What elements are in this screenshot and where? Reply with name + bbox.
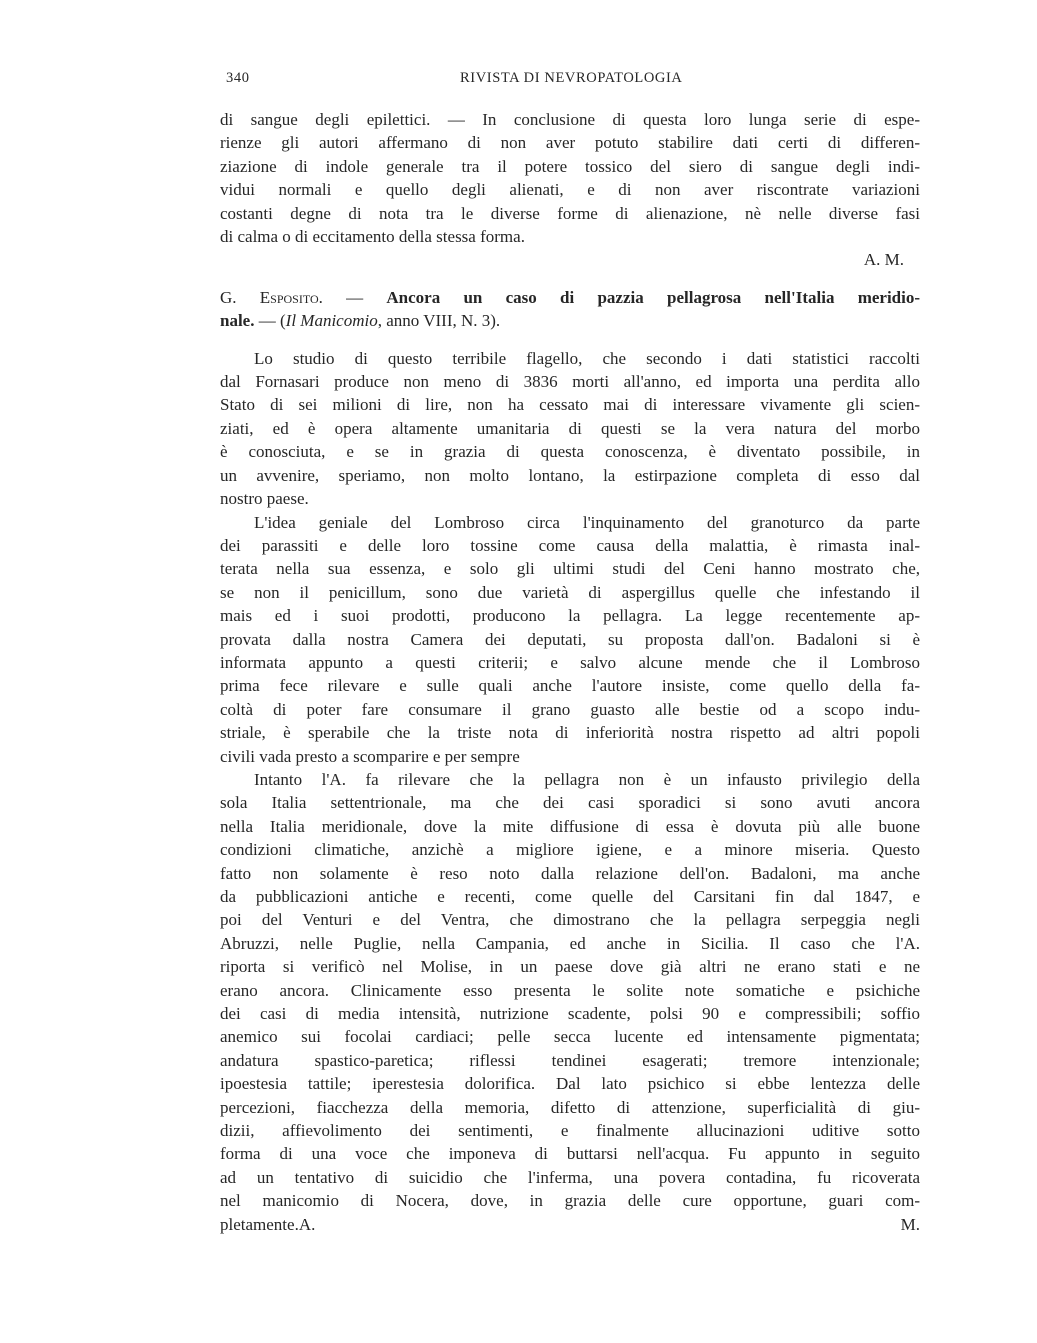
text-line: Intanto l'A. fa rilevare che la pellagra non è un infausto privilegio della bbox=[254, 769, 920, 789]
running-header bbox=[226, 70, 916, 94]
text-line: ziazione di indole generale tra il potere tossico del siero di sangue degli indi- bbox=[220, 156, 920, 176]
text-line: forma di una voce che imponeva di buttarsi nell'acqua. Fu appunto in seguito bbox=[220, 1144, 920, 1164]
text-line: ziati, ed è opera altamente umanitaria di questi se la vera natura del morbo bbox=[220, 418, 920, 438]
text-line: percezioni, fiacchezza della memoria, difetto di attenzione, superficialità di giu- bbox=[220, 1097, 920, 1117]
text-line: costanti degne di nota tra le diverse forme di alienazione, nè nelle diverse fasi bbox=[220, 203, 920, 223]
text-line: andatura spastico-paretica; riflessi tendinei esagerati; tremore intenzionale; bbox=[220, 1050, 920, 1070]
text-line: civili vada presto a scomparire e per sempre bbox=[220, 746, 520, 766]
source-details: , anno VIII, N. 3). bbox=[377, 311, 501, 331]
page-number: 340 bbox=[226, 70, 250, 86]
paragraph-1 bbox=[220, 347, 920, 511]
text-line: nostro paese. bbox=[220, 489, 309, 509]
text-line: di sangue degli epilettici. — In conclusione di questa loro lunga serie di espe- bbox=[220, 110, 920, 129]
text-line: se non il penicillum, sono due varietà di aspergillus quelle che infestando il bbox=[220, 582, 920, 602]
journal-title: RIVISTA DI NEVROPATOLOGIA bbox=[460, 70, 683, 86]
text-line: fatto non solamente è reso noto dalla relazione dell'on. Badaloni, ma anche bbox=[220, 863, 920, 883]
review-1-text bbox=[220, 108, 920, 248]
text-line: un avvenire, speriamo, non molto lontano, la estirpazione completa di esso dal bbox=[220, 465, 920, 485]
text-line: dei casi di media intensità, nutrizione scadente, polsi 90 e compressibili; soffio bbox=[220, 1004, 920, 1024]
text-line: prima fece rilevare e sulle quali anche l'autore insiste, come quello della fa- bbox=[220, 676, 920, 696]
text-line: L'idea geniale del Lombroso circa l'inquinamento del granoturco da parte bbox=[254, 512, 920, 532]
source-journal: Il Manicomio bbox=[285, 311, 378, 331]
paragraph-2 bbox=[220, 511, 920, 768]
text-line: terata nella sua essenza, e solo gli ultimi studi del Ceni hanno mostrato che, bbox=[220, 559, 920, 579]
text-line: ipoestesia tattile; iperestesia dolorifica. Dal lato psichico si ebbe lentezza delle bbox=[220, 1074, 920, 1094]
text-line: striale, è sperabile che la triste nota di inferiorità nostra rispetto ad altri popoli bbox=[220, 723, 920, 743]
text-line: di calma o di eccitamento della stessa forma. bbox=[220, 227, 525, 247]
text-line: da pubblicazioni antiche e recenti, come quelle del Carsitani fin dal 1847, e bbox=[220, 887, 920, 906]
article-title: Ancora un caso di pazzia pellagrosa nell'Italia meridio- bbox=[386, 287, 921, 307]
text-line: rienze gli autori affermano di non aver potuto stabilire dati certi di differen- bbox=[220, 133, 920, 153]
text-line: informata appunto a questi criterii; e salvo alcune mende che il Lombroso bbox=[220, 652, 920, 672]
heading-dash: — bbox=[322, 287, 387, 307]
review-2-heading bbox=[220, 286, 920, 333]
text-line: dizii, affievolimento dei sentimenti, e finalmente allucinazioni uditive sotto bbox=[220, 1121, 920, 1141]
text-line: erano ancora. Clinicamente esso presenta le solite note somatiche e psichiche bbox=[220, 980, 920, 1000]
text-line: provata dalla nostra Camera dei deputati, su proposta dall'on. Badaloni si è bbox=[220, 629, 920, 649]
review-2-signature: A. M. bbox=[298, 1214, 920, 1234]
final-line bbox=[220, 1213, 920, 1236]
text-line: ad un tentativo di suicidio che l'inferma, una povera contadina, fu ricoverata bbox=[220, 1167, 920, 1187]
review-1-signature: A. M. bbox=[863, 250, 904, 270]
source-prefix: — ( bbox=[254, 311, 286, 331]
text-line: condizioni climatiche, anzichè a migliore igiene, e a minore miseria. Questo bbox=[220, 840, 920, 860]
text-line: dei parassiti e delle loro tossine come causa della malattia, è rimasta inal- bbox=[220, 535, 920, 555]
paragraph-3 bbox=[220, 768, 920, 1236]
text-line: coltà di poter fare consumare il grano guasto alle bestie od a scopo indu- bbox=[220, 699, 920, 719]
text-line: nel manicomio di Nocera, dove, in grazia delle cure opportune, guari com- bbox=[220, 1191, 920, 1211]
text-line: anemico sui focolai cardiaci; pelle secca lucente ed intensamente pigmentata; bbox=[220, 1027, 920, 1047]
review-author: G. Esposito. bbox=[220, 287, 323, 307]
text-line: dal Fornasari produce non meno di 3836 morti all'anno, ed importa una perdita allo bbox=[220, 372, 920, 392]
last-words: pletamente. bbox=[220, 1214, 299, 1234]
text-line: vidui normali e quello degli alienati, e di non aver riscontrate variazioni bbox=[220, 180, 920, 200]
text-line: Lo studio di questo terribile flagello, che secondo i dati statistici raccolti bbox=[254, 348, 920, 368]
text-line: Stato di sei milioni di lire, non ha cessato mai di interessare vivamente gli scien- bbox=[220, 395, 920, 415]
text-line: Abruzzi, nelle Puglie, nella Campania, ed anche in Sicilia. Il caso che l'A. bbox=[220, 933, 920, 953]
heading-line bbox=[220, 309, 920, 332]
text-line: sola Italia settentrionale, ma che dei casi sporadici si sono avuti ancora bbox=[220, 793, 920, 813]
text-line: riporta si verificò nel Molise, in un paese dove già altri ne erano stati e ne bbox=[220, 957, 920, 977]
text-line: poi del Venturi e del Ventra, che dimostrano che la pellagra serpeggia negli bbox=[220, 910, 920, 930]
heading-line bbox=[220, 286, 920, 309]
article-title-end: nale. bbox=[220, 311, 255, 331]
text-line: è conosciuta, e se in grazia di questa conoscenza, è diventato possibile, in bbox=[220, 442, 920, 462]
text-line: mais ed i suoi prodotti, producono la pellagra. La legge recentemente ap- bbox=[220, 606, 920, 626]
page-body bbox=[220, 108, 920, 1236]
text-line: nella Italia meridionale, dove la mite diffusione di essa è dovuta più alle buone bbox=[220, 816, 920, 836]
